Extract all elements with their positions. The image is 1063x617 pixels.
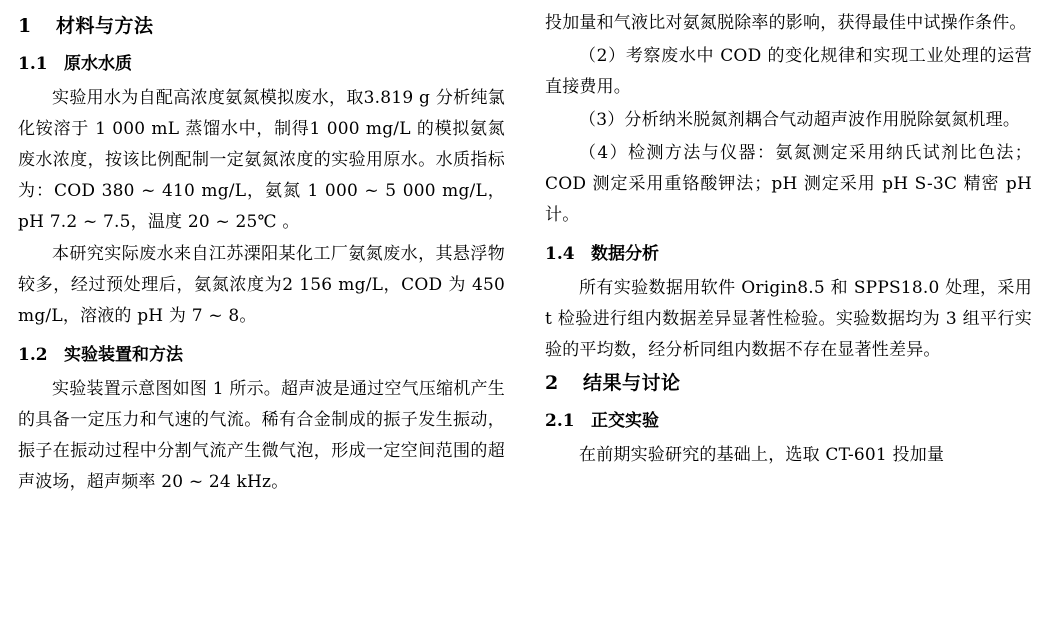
paragraph-continued: 投加量和气液比对氨氮脱除率的影响，获得最佳中试操作条件。 <box>545 13 1027 33</box>
paragraph: 在前期实验研究的基础上，选取 CT-601 投加量 <box>579 445 945 466</box>
heading-text: 原水水质 <box>64 53 132 74</box>
heading-text: 实验装置和方法 <box>64 345 183 366</box>
heading-number: 1 <box>18 15 32 37</box>
heading-section-1-1 <box>18 53 505 75</box>
heading-section-1-2 <box>18 344 505 366</box>
heading-text: 材料与方法 <box>56 15 154 37</box>
heading-section-1 <box>18 14 505 39</box>
heading-number: 1.1 <box>18 53 48 74</box>
heading-number: 2 <box>545 372 559 395</box>
left-column <box>18 8 505 617</box>
numbered-item: （3）分析纳米脱氮剂耦合气动超声波作用脱除氨氮机理。 <box>579 109 1021 130</box>
heading-number: 2.1 <box>545 411 575 432</box>
right-column <box>545 8 1032 617</box>
numbered-item: （2）考察废水中 COD 的变化规律和实现工业处理的运营直接费用。 <box>545 45 1032 97</box>
paragraph: 本研究实际废水来自江苏溧阳某化工厂氨氮废水，其悬浮物较多，经过预处理后，氨氮浓度为2 156 mg/L，COD 为 450 mg/L，溶液的 pH 为 7 ~ 8。 <box>18 244 505 327</box>
heading-section-2-1 <box>545 410 1032 432</box>
numbered-item: （4）检测方法与仪器：氨氮测定采用纳氏试剂比色法；COD 测定采用重铬酸钾法；pH 测定采用 pH S-3C 精密 pH 计。 <box>545 142 1032 225</box>
heading-section-1-4 <box>545 243 1032 265</box>
heading-text: 数据分析 <box>591 243 659 264</box>
two-column-layout <box>18 8 1045 617</box>
heading-number: 1.4 <box>545 243 575 264</box>
heading-section-2 <box>545 371 1032 396</box>
paragraph: 所有实验数据用软件 Origin8.5 和 SPPS18.0 处理，采用 t 检验进行组内数据差异显著性检验。实验数据均为 3 组平行实验的平均数，经分析同组内数据不存在显著性差异。 <box>545 277 1032 360</box>
heading-number: 1.2 <box>18 345 48 366</box>
paragraph: 实验装置示意图如图 1 所示。超声波是通过空气压缩机产生的具备一定压力和气速的气流。稀有合金制成的振子发生振动，振子在振动过程中分割气流产生微气泡，形成一定空间范围的超声波场，超声频率 20 ~ 24 kHz。 <box>18 379 505 493</box>
heading-text: 正交实验 <box>591 411 659 432</box>
heading-text: 结果与讨论 <box>583 372 681 395</box>
paragraph: 实验用水为自配高浓度氨氮模拟废水，取3.819 g 分析纯氯化铵溶于 1 000 mL 蒸馏水中，制得1 000 mg/L 的模拟氨氮废水浓度，按该比例配制一定氨氮浓度的实验用原水。水质指标为：COD 380 ~ 410 mg/L，氨氮 1 000 ~ 5 000 mg/L，pH 7.2 ~ 7.5，温度 20 ~ 25℃ 。 <box>18 87 505 232</box>
